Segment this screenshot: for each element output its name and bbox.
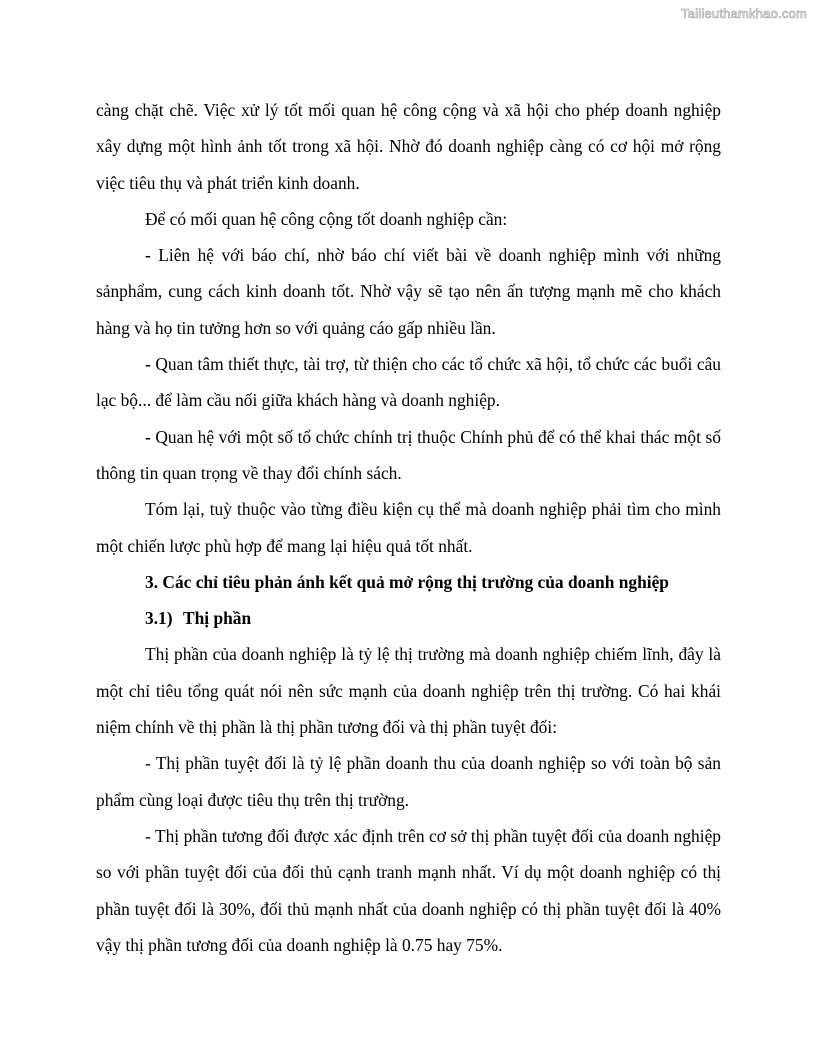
bullet-dash: - — [145, 354, 156, 375]
bullet-text: Liên hệ với báo chí, nhờ báo chí viết bài về doanh nghiệp mình với những sảnphẩm, cung cách kinh doanh tốt. Nhờ vậy sẽ tạo nên ấn tượng mạnh mẽ cho khách hàng và họ tin tưởng hơn so với quảng cáo gấp nhiều lần. — [96, 245, 721, 338]
bullet-dash: - — [145, 245, 159, 266]
document-body — [96, 92, 721, 963]
paragraph-public-relations: càng chặt chẽ. Việc xử lý tốt mối quan hệ công cộng và xã hội cho phép doanh nghiệp xây dựng một hình ảnh tốt trong xã hội. Nhờ đó doanh nghiệp càng có cơ hội mở rộng việc tiêu thụ và phát triển kinh doanh. — [96, 100, 721, 193]
paragraph-market-share-definition: Thị phần của doanh nghiệp là tỷ lệ thị trường mà doanh nghiệp chiếm lĩnh, đây là một chỉ tiêu tổng quát nói nên sức mạnh của doanh nghiệp trên thị trường. Có hai khái niệm chính về thị phần là thị phần tương đối và thị phần tuyệt đối: — [96, 644, 721, 738]
bullet-sponsorship — [96, 346, 721, 419]
subsection-number: 3.1) — [145, 608, 173, 629]
subsection-title: Thị phần — [183, 608, 252, 629]
paragraph-relative-share: - Thị phần tương đối được xác định trên cơ sở thị phần tuyệt đối của doanh nghiệp so với phần tuyệt đối của đối thủ cạnh tranh mạnh nhất. Ví dụ một doanh nghiệp có thị phần tuyệt đối là 30%, đối thủ mạnh nhất của doanh nghiệp có thị phần tuyệt đối là 40% vậy thị phần tương đối của doanh nghiệp là 0.75 hay 75%. — [96, 825, 721, 955]
bullet-dash: - — [145, 426, 156, 447]
subsection-heading — [96, 600, 721, 636]
bullet-government-relations — [96, 419, 721, 492]
bullet-press-relations — [96, 237, 721, 346]
bullet-text: Quan hệ với một số tổ chức chính trị thuộc Chính phủ để có thể khai thác một số thông tin quan trọng về thay đổi chính sách. — [96, 426, 721, 483]
bullet-text: Quan tâm thiết thực, tài trợ, từ thiện cho các tổ chức xã hội, tổ chức các buổi câu lạc bộ... để làm cầu nối giữa khách hàng và doanh nghiệp. — [96, 354, 722, 411]
paragraph-summary: Tóm lại, tuỳ thuộc vào từng điều kiện cụ thể mà doanh nghiệp phải tìm cho mình một chiến lược phù hợp để mang lại hiệu quả tốt nhất. — [96, 499, 721, 556]
watermark-text: Tailieuthamkhao.com — [681, 6, 807, 21]
paragraph-requirements-intro: Để có mối quan hệ công cộng tốt doanh nghiệp cần: — [145, 208, 508, 229]
section-heading: 3. Các chỉ tiêu phản ánh kết quả mở rộng thị trường của doanh nghiệp — [145, 571, 669, 592]
paragraph-absolute-share: - Thị phần tuyệt đối là tỷ lệ phần doanh thu của doanh nghiệp so với toàn bộ sản phẩm cùng loại được tiêu thụ trên thị trường. — [96, 753, 721, 810]
